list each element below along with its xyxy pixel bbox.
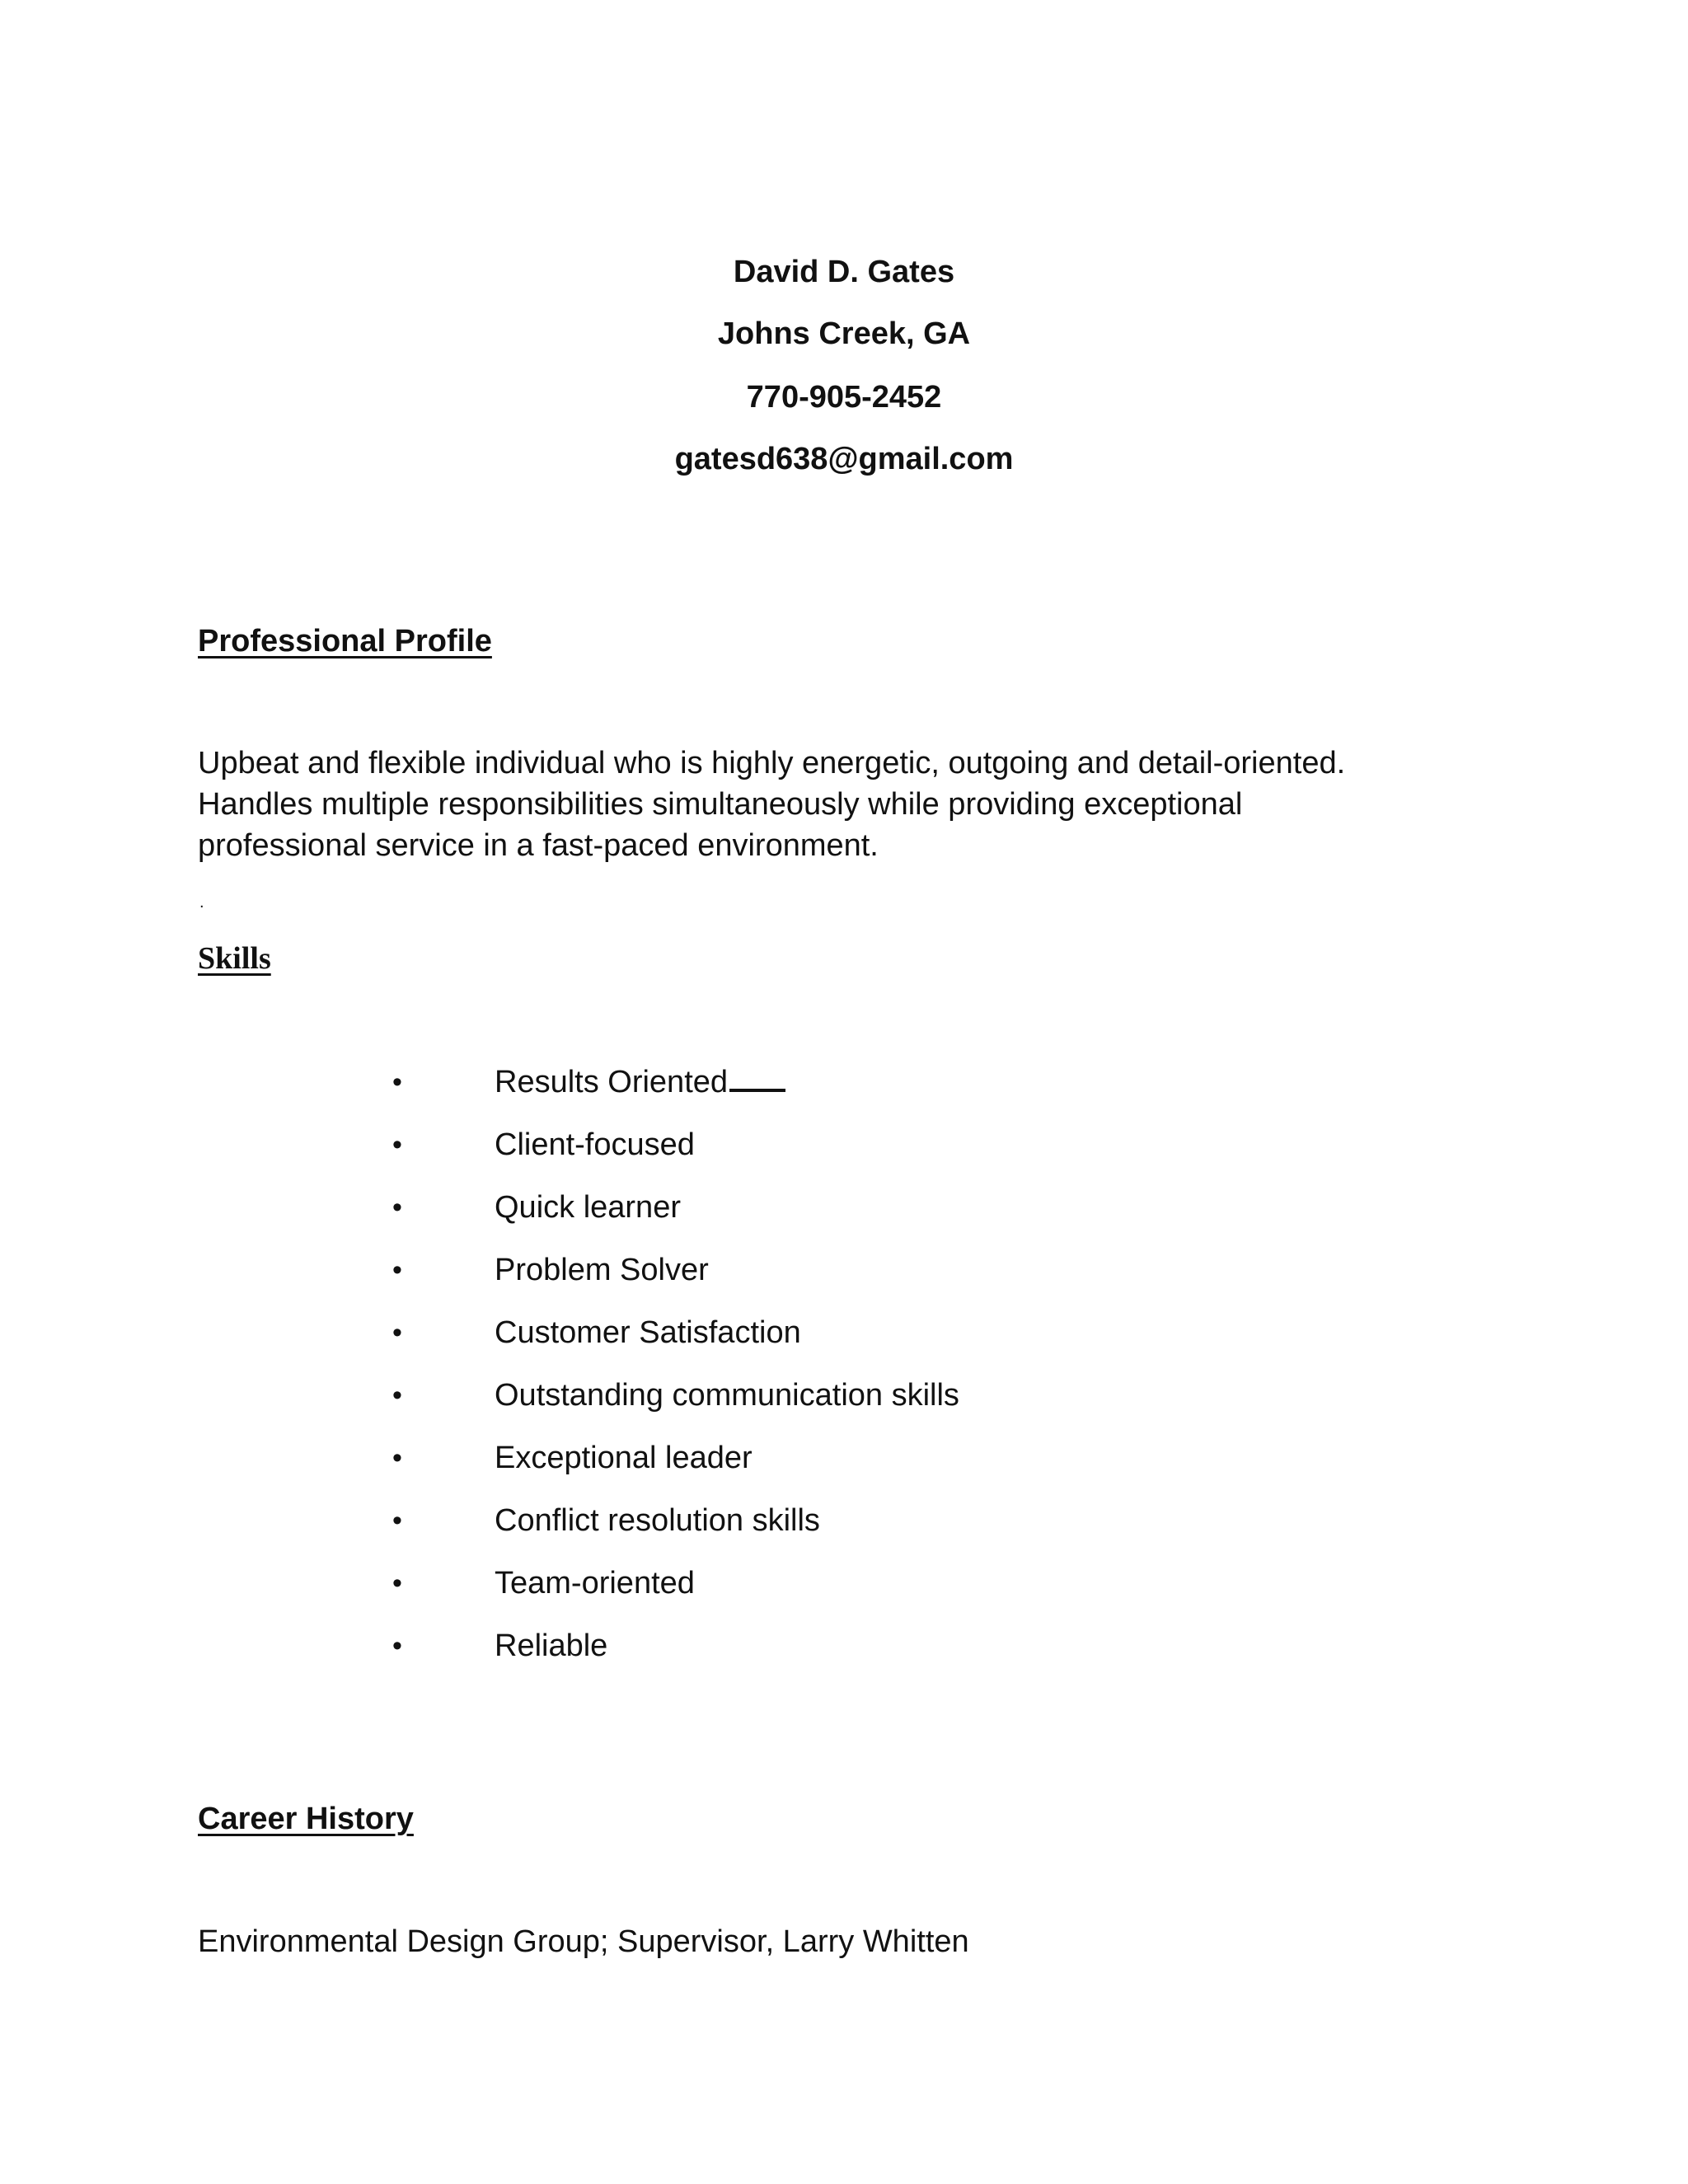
skill-label: Results Oriented <box>495 1065 729 1099</box>
skill-label: Problem Solver <box>495 1253 709 1287</box>
bullet-icon: • <box>392 1442 402 1474</box>
skill-label: Exceptional leader <box>495 1441 753 1475</box>
career-entry: Environmental Design Group; Supervisor, Larry Whitten <box>198 1924 969 1959</box>
profile-line-1: Upbeat and flexible individual who is highly energetic, outgoing and detail-oriented. <box>198 746 1346 780</box>
list-item <box>0 1126 1688 1188</box>
skill-label: Team-oriented <box>495 1566 695 1601</box>
professional-profile-heading: Professional Profile <box>198 624 492 658</box>
bullet-icon: • <box>392 1380 402 1411</box>
bullet-icon: • <box>392 1630 402 1661</box>
skill-label: Conflict resolution skills <box>495 1503 820 1538</box>
candidate-phone: 770-905-2452 <box>746 380 942 415</box>
underline-blank <box>729 1089 785 1092</box>
skills-heading: Skills <box>198 941 271 976</box>
candidate-name: David D. Gates <box>733 255 955 289</box>
skill-label: Client-focused <box>495 1127 695 1162</box>
career-history-heading: Career History <box>198 1802 414 1836</box>
skills-list <box>0 1063 1688 1690</box>
bullet-icon: • <box>392 1254 402 1286</box>
list-item <box>0 1627 1688 1690</box>
list-item <box>0 1188 1688 1251</box>
candidate-location: Johns Creek, GA <box>717 316 971 351</box>
list-item <box>0 1564 1688 1627</box>
list-item <box>0 1251 1688 1314</box>
candidate-email: gatesd638@gmail.com <box>674 442 1014 476</box>
bullet-icon: • <box>392 1505 402 1536</box>
profile-line-3: professional service in a fast-paced environment. <box>198 828 879 863</box>
list-item <box>0 1439 1688 1502</box>
list-item <box>0 1314 1688 1376</box>
bullet-icon: • <box>392 1568 402 1599</box>
bullet-icon: • <box>392 1192 402 1223</box>
skill-label: Reliable <box>495 1629 608 1663</box>
bullet-icon: • <box>392 1129 402 1160</box>
list-item <box>0 1502 1688 1564</box>
list-item <box>0 1063 1688 1126</box>
skill-label: Customer Satisfaction <box>495 1315 801 1350</box>
bullet-icon: • <box>392 1317 402 1348</box>
bullet-icon: • <box>392 1066 402 1098</box>
stray-period: . <box>199 893 204 912</box>
skill-label: Outstanding communication skills <box>495 1378 959 1413</box>
list-item <box>0 1376 1688 1439</box>
skill-label: Quick learner <box>495 1190 681 1225</box>
profile-line-2: Handles multiple responsibilities simultaneously while providing exceptional <box>198 787 1243 822</box>
